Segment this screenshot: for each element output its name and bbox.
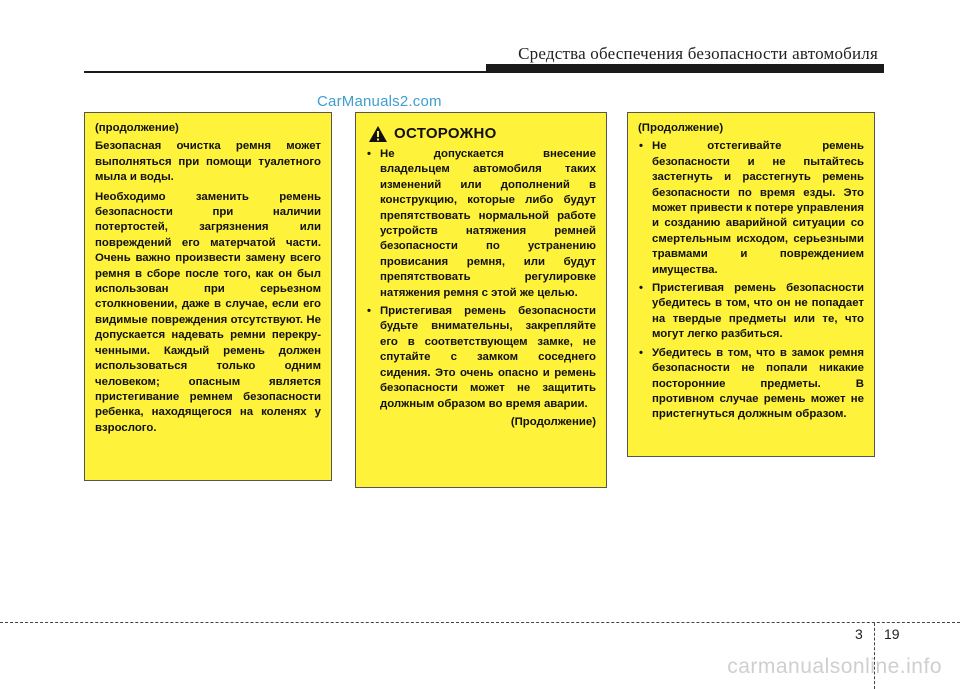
list-item <box>638 139 864 278</box>
watermark-link[interactable]: CarManuals2.com <box>317 93 442 110</box>
bullet: • <box>639 140 643 153</box>
warning-list <box>366 147 596 412</box>
paragraph: Безопасная очистка ремня может выполняться при помощи туалетного мыла и воды. <box>95 140 321 184</box>
panel-right <box>627 112 875 457</box>
warning-list <box>638 139 864 422</box>
list-item-text: Убедитесь в том, что в замок ремня безопасности не попали никакие посторонние предметы. В противном случае ремень может не пристегнуться должным образом. <box>652 346 864 421</box>
list-item-text: Пристегивая ремень безопасности будьте внимательны, закрепляйте его в соответствующем замке, не спутайте с замком соседнего сидения. Это очень опасно и ремень безопасности может не защитить должным образом во время аварии. <box>380 305 596 410</box>
list-item-text: Не допускается внесение владельцем автомобиля таких изменений или дополнений в конструкцию, которые либо будут препятствовать нормальной работе устройств натяжения ремней безопасности по устранению провисания ремня, или будут препятствовать регулировке натяжения ремня с этой же целью. <box>380 148 596 299</box>
watermark-bottom: carmanualsonline.info <box>727 655 942 678</box>
list-item-text: Пристегивая ремень безопасности убедитесь в том, что он не попадает на твердые предметы или те, что могут легко разбиться. <box>652 282 864 341</box>
list-item <box>366 304 596 412</box>
bullet: • <box>639 346 643 359</box>
chapter-number: 3 <box>855 626 863 642</box>
warning-header <box>368 125 596 143</box>
continued-label: (Продолжение) <box>510 415 596 428</box>
page-number: 19 <box>884 626 900 642</box>
continued-label: (Продолжение) <box>638 122 724 134</box>
list-item <box>366 147 596 301</box>
list-item-text: Не отстегивайте ремень безопасности и не пытайтесь застегнуть и расстегнуть ремень безопасности по время езды. Это может привести к потере управления и созданию аварийной ситуации со смертельным исходом, серьезными травмами и повреждением имущества. <box>652 140 864 276</box>
panel-left <box>84 112 332 481</box>
warning-title: ОСТОРОЖНО <box>394 125 497 143</box>
footer-rule <box>0 622 960 623</box>
page-header-title: Средства обеспечения безопасности автомобиля <box>518 44 878 63</box>
bullet: • <box>367 148 371 160</box>
list-item <box>638 346 864 423</box>
bullet: • <box>367 305 371 318</box>
bullet: • <box>639 282 643 295</box>
warning-triangle-icon <box>368 125 388 143</box>
panel-warning <box>355 112 607 488</box>
header-rule-thick <box>486 64 884 71</box>
header-rule <box>84 71 884 73</box>
continued-label: (продолжение) <box>95 122 179 134</box>
list-item <box>638 281 864 343</box>
paragraph: Необходимо заменить ремень безопасности при наличии потертостей, загрязнения или повреждений его матерчатой части. Очень важно произвести замену всего ремня в сборе после того, как он был использован при серьезном столкновении, даже в случае, если его видимые повреждения отсутствуют. Не допускается надевать ремни перекру-ченными. Каждый ремень должен использоваться только одним человеком; опасным является пристегивание ремнем безопасности ребенка, находящегося на коленях у взрослого. <box>95 190 321 434</box>
